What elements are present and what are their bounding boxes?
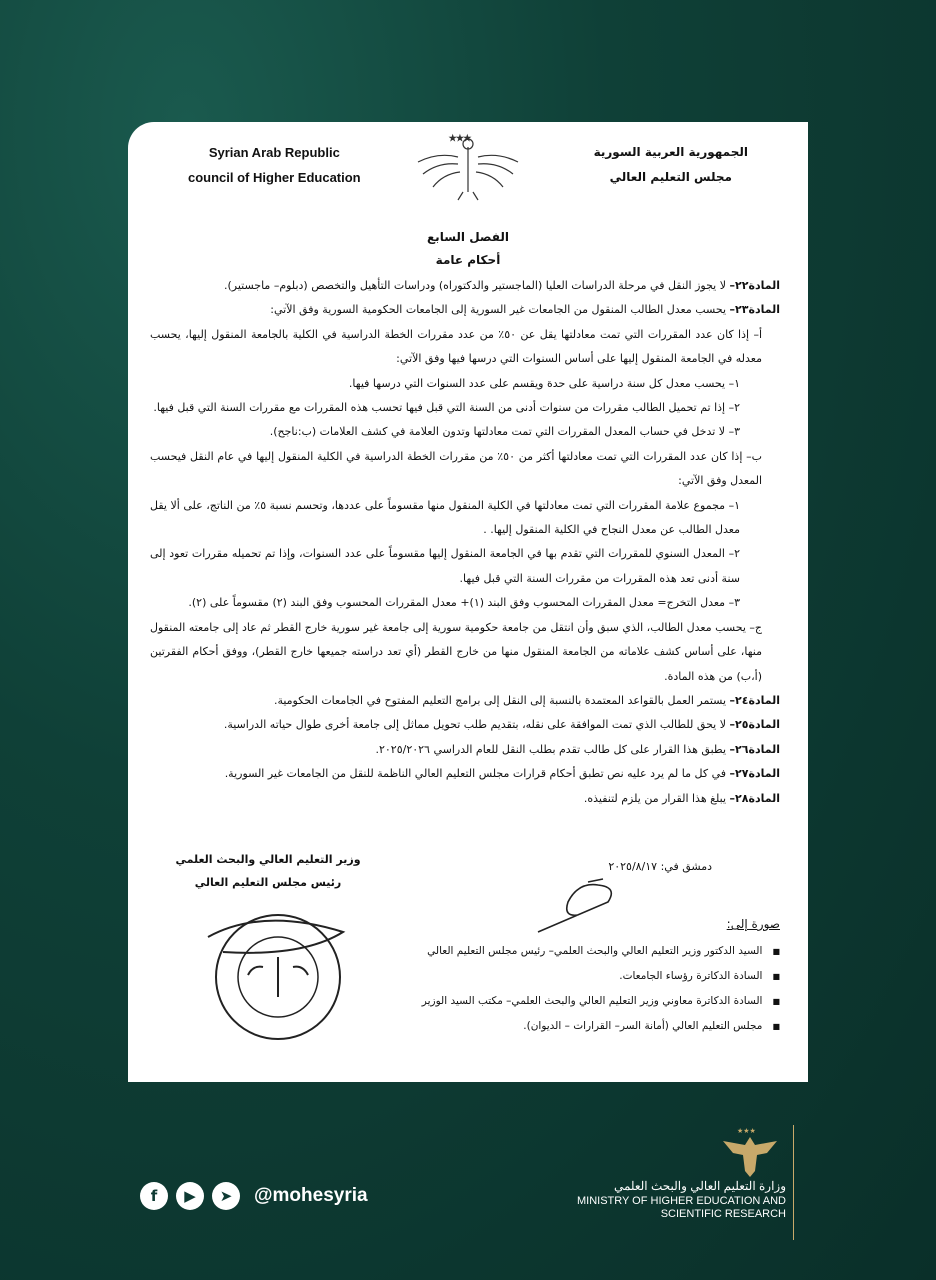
- facebook-icon[interactable]: f: [140, 1182, 168, 1210]
- clause-b2: ٢– المعدل السنوي للمقررات التي تقدم بها في الجامعة المنقول إليها مقسوماً على عدد السنوات، وإذا تم تحميله مقررات تعود إلى سنة أدنى تعد هذه المقررات من مقررات السنة التي قبل فيها.: [150, 547, 740, 585]
- article-label: المادة٢٤–: [729, 693, 780, 707]
- social-handle[interactable]: @mohesyria: [254, 1185, 368, 1206]
- article-28: [150, 787, 780, 811]
- decree-body: [150, 274, 780, 811]
- chapter-subtitle: أحكام عامة: [435, 253, 501, 267]
- article-25: [150, 713, 780, 737]
- header-ar-council: مجلس التعليم العالي: [609, 170, 732, 184]
- social-links: [140, 1182, 368, 1210]
- ministry-name-arabic: وزارة التعليم العالي والبحث العلمي: [613, 1179, 786, 1193]
- cc-item: ■ السادة الدكاترة معاوني وزير التعليم العالي والبحث العلمي– مكتب السيد الوزير: [422, 989, 780, 1014]
- chapter-title: الفصل السابع: [426, 230, 509, 244]
- ministry-logo-text: [577, 1180, 786, 1221]
- chapter-heading: [128, 226, 808, 272]
- article-text: لا يجوز النقل في مرحلة الدراسات العليا (الماجستير والدكتوراه) ودراسات التأهيل والتخصص (دبلوم– ماجستير).: [223, 279, 727, 292]
- article-text: يطبق هذا القرار على كل طالب تقدم بطلب النقل للعام الدراسي ٢٠٢٥/٢٠٢٦.: [375, 742, 727, 756]
- ministry-name-english-1: MINISTRY OF HIGHER EDUCATION AND: [576, 1195, 786, 1207]
- svg-text:★★★: ★★★: [737, 1127, 756, 1135]
- signatory-role: رئيس مجلس التعليم العالي: [194, 876, 342, 889]
- article-27: [150, 762, 780, 786]
- article-label: المادة٢٨–: [729, 791, 780, 805]
- signatory-title: وزير التعليم العالي والبحث العلمي: [175, 853, 361, 866]
- article-text: يستمر العمل بالقواعد المعتمدة بالنسبة إلى النقل إلى برامج التعليم المفتوح في الجامعات الحكومية.: [273, 693, 727, 707]
- official-seal-icon: [203, 897, 353, 1047]
- article-24: [150, 689, 780, 713]
- carbon-copy-list: [422, 912, 780, 1039]
- article-22: [150, 274, 780, 298]
- article-text: يحسب معدل الطالب المنقول من الجامعات غير السورية إلى الجامعات الحكومية السورية وفق الآتي:: [270, 303, 727, 317]
- article-text: لا يحق للطالب الذي تمت الموافقة على نقله، بتقديم طلب تحويل مماثل إلى جامعة أخرى طوال حياته الدراسية.: [223, 718, 727, 732]
- footer-divider: [793, 1125, 794, 1240]
- signatory-block: [168, 848, 368, 894]
- clause-a3: ٣– لا تدخل في حساب المعدل المقررات التي تمت معادلتها وتدون العلامة في كشف العلامات (ب:ناجح).: [269, 425, 740, 439]
- cc-item: ■ السيد الدكتور وزير التعليم العالي والبحث العلمي– رئيس مجلس التعليم العالي: [422, 939, 780, 964]
- eagle-emblem-icon: [408, 132, 528, 202]
- article-26: [150, 738, 780, 762]
- article-label: المادة٢٢–: [729, 279, 780, 292]
- article-label: المادة٢٥–: [729, 718, 780, 732]
- clause-a2: ٢– إذا تم تحميل الطالب مقررات من سنوات أدنى من السنة التي قبل فيها تحسب هذه المقررات مع مقررات السنة التي قبل فيها.: [153, 401, 740, 415]
- header-en-council: council of Higher Education: [188, 170, 361, 185]
- youtube-icon[interactable]: ▶: [176, 1182, 204, 1210]
- clause-b3: ٣– معدل التخرج= معدل المقررات المحسوب وفق البند (١)+ معدل المقررات المحسوب وفق البند (٢) مقسوماً على (٢).: [188, 596, 740, 610]
- article-23: [150, 298, 780, 322]
- telegram-icon[interactable]: ➤: [212, 1182, 240, 1210]
- clause-b: ب– إذا كان عدد المقررات التي تمت معادلتها أكثر من ٥٠٪ من مقررات الخطة الدراسية في الكلية المنقول إليها في عام النقل فيحسب المعدل وفق الآتي:: [150, 449, 762, 488]
- header-en-country: Syrian Arab Republic: [208, 145, 340, 160]
- decree-date: دمشق في: ٢٠٢٥/٨/١٧: [608, 860, 712, 873]
- svg-text:★ ★ ★: ★ ★ ★: [450, 135, 470, 142]
- article-label: المادة٢٦–: [729, 742, 780, 756]
- header-english: [188, 140, 361, 190]
- decree-document: [128, 122, 808, 1082]
- header-ar-country: الجمهورية العربية السورية: [593, 145, 748, 159]
- clause-a: أ– إذا كان عدد المقررات التي تمت معادلتها يقل عن ٥٠٪ من عدد مقررات الخطة الدراسية في الكلية بالجامعة المنقول إليها، يحسب معدله في الجامعة المنقول إليها على أساس السنوات التي درسها فيها وفق الآتي:: [150, 327, 762, 366]
- article-label: المادة٢٧–: [729, 767, 780, 781]
- article-text: يبلغ هذا القرار من يلزم لتنفيذه.: [583, 791, 727, 805]
- clause-a1: ١– يحسب معدل كل سنة دراسية على حدة ويقسم على عدد السنوات التي درسها فيها.: [348, 376, 740, 390]
- header-arabic: [594, 140, 748, 190]
- ministry-eagle-logo-icon: [715, 1125, 785, 1177]
- cc-item: ■ السادة الدكاترة رؤساء الجامعات.: [422, 964, 780, 989]
- ministry-name-english-2: SCIENTIFIC RESEARCH: [660, 1208, 786, 1220]
- clause-b1: ١– مجموع علامة المقررات التي تمت معادلتها في الكلية المنقول منها مقسوماً على عددها، وتحسم نسبة ٥٪ من الناتج، على ألا يقل معدل الطالب عن معدل النجاح في الكلية المنقول إليها. .: [150, 498, 740, 537]
- article-label: المادة٢٣–: [729, 303, 780, 317]
- article-text: في كل ما لم يرد عليه نص تطبق أحكام قرارات مجلس التعليم العالي الناظمة للنقل من الجامعات غير السورية.: [224, 767, 727, 781]
- cc-item: ■ مجلس التعليم العالي (أمانة السر– القرارات – الديوان).: [422, 1014, 780, 1039]
- cc-title: صورة إلى:: [726, 917, 780, 931]
- clause-c: ج– يحسب معدل الطالب، الذي سبق وأن انتقل من جامعة حكومية سورية إلى جامعة غير سورية خارج القطر ثم عاد إلى جامعته المنقول منها، على أساس كشف علاماته من الجامعة المنقول منها من خارج القطر (أي تعد دراسته جميعها خارج القطر)، ووفق أحكام الفقرتين (أ،ب) من هذه المادة.: [150, 620, 762, 683]
